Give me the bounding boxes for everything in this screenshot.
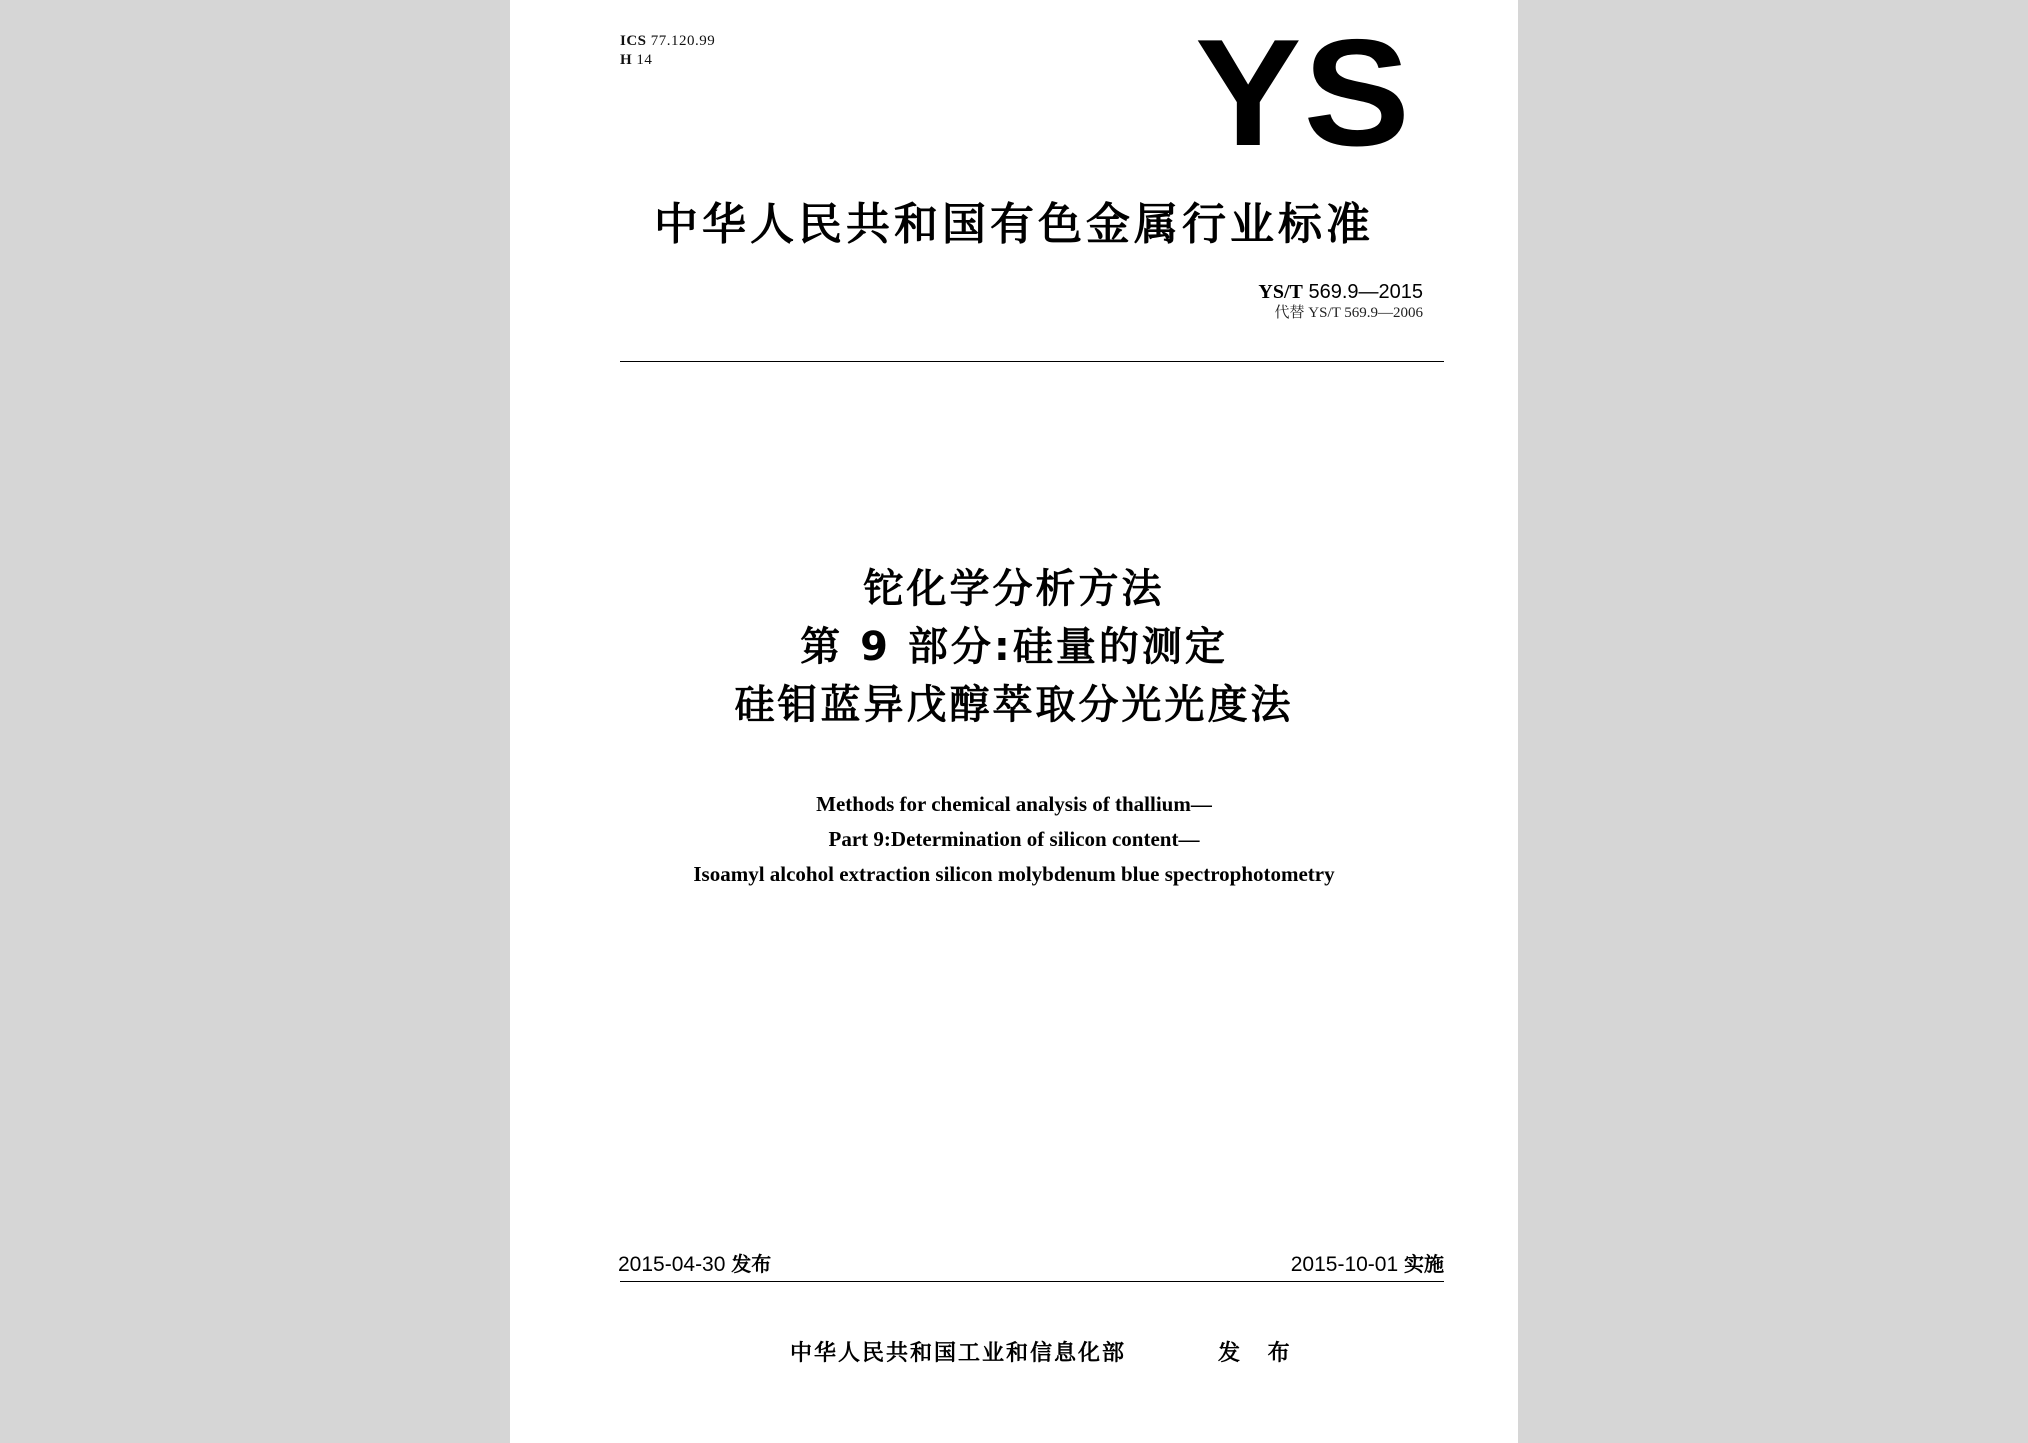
english-title-line-3: Isoamyl alcohol extraction silicon molybdenum blue spectrophotometry: [693, 862, 1335, 886]
classification-codes: [620, 32, 715, 70]
ics-code-line: [620, 32, 715, 51]
issue-date-word: 发布: [731, 1252, 772, 1276]
chinese-title-line-3: 硅钼蓝异戊醇萃取分光光度法: [734, 682, 1294, 728]
english-title: [510, 787, 1518, 892]
footer-divider: [620, 1281, 1444, 1282]
chinese-title-line-2: 第 9 部分:硅量的测定: [800, 624, 1228, 670]
chinese-title-line-1: 铊化学分析方法: [863, 566, 1165, 612]
standard-category-title: 中华人民共和国有色金属行业标准: [654, 199, 1374, 250]
effective-date-value: 2015-10-01: [1290, 1253, 1399, 1276]
standard-number-prefix: YS/T: [1258, 281, 1303, 303]
replaces-standard: 代替 YS/T 569.9—2006: [1274, 305, 1423, 321]
ccs-code: 14: [636, 52, 653, 68]
standard-number: [1258, 280, 1423, 304]
issue-date-value: 2015-04-30: [618, 1253, 726, 1276]
issue-date: [618, 1248, 771, 1277]
ccs-label: H: [620, 52, 633, 68]
ics-label: ICS: [620, 33, 647, 49]
header-divider: [620, 361, 1444, 362]
ics-code: 77.120.99: [650, 33, 716, 49]
ccs-code-line: [620, 51, 715, 70]
standard-number-value: 569.9—2015: [1308, 281, 1423, 303]
english-title-line-1: Methods for chemical analysis of thallium—: [816, 792, 1212, 816]
chinese-title: [510, 560, 1518, 734]
document-page: [510, 0, 1518, 1443]
standard-number-block: [1258, 280, 1423, 323]
effective-date-word: 实施: [1404, 1252, 1444, 1276]
issuing-word: 发 布: [1218, 1341, 1300, 1366]
issuing-authority: 中华人民共和国工业和信息化部: [790, 1341, 1127, 1366]
effective-date: [1291, 1248, 1444, 1277]
english-title-line-2: Part 9:Determination of silicon content—: [828, 827, 1200, 851]
ys-logo: YS: [1195, 8, 1413, 178]
